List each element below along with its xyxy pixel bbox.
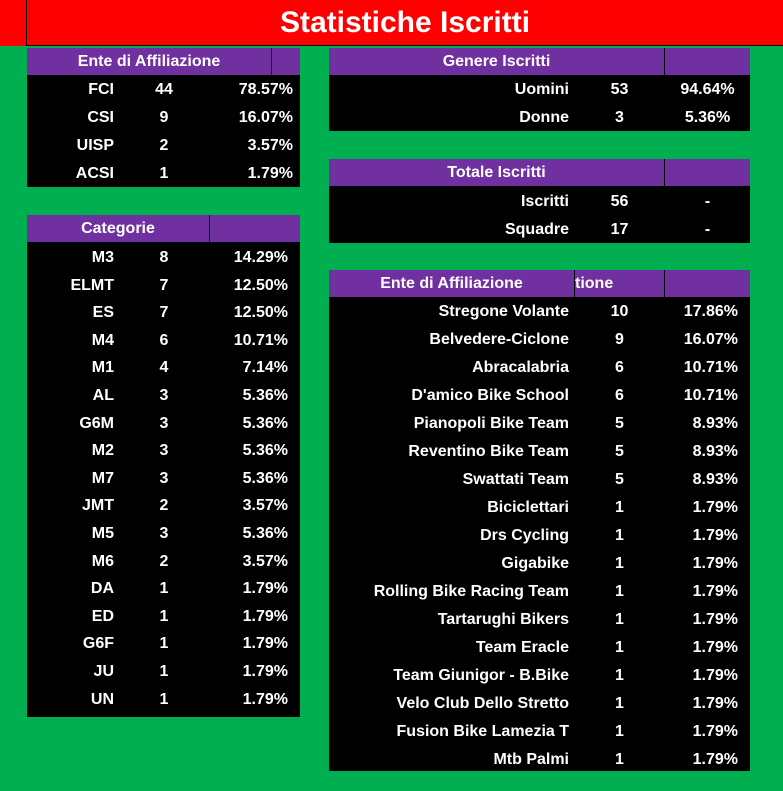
categorie-pct-cell: 10.71% <box>233 331 288 349</box>
genere-header-label: Genere Iscritti <box>329 48 665 75</box>
totale-header <box>329 159 750 186</box>
genere-pct-cell: 94.64% <box>680 81 735 98</box>
squadre-row <box>329 409 750 437</box>
ente-row <box>27 131 300 159</box>
categorie-pct-cell: 1.79% <box>242 607 288 625</box>
squadre-pct-cell: 8.93% <box>692 471 738 488</box>
squadre-row <box>329 577 750 605</box>
squadre-count-cell: 10 <box>610 303 629 320</box>
categorie-count-cell: 3 <box>159 525 169 542</box>
genere-pct-cell: 5.36% <box>684 109 731 126</box>
categorie-row <box>27 685 300 713</box>
squadre-pct-cell: 1.79% <box>692 611 738 628</box>
squadre-row <box>329 493 750 521</box>
categorie-row <box>27 436 300 464</box>
squadre-pct-cell: 1.79% <box>692 751 738 768</box>
categorie-count-cell: 1 <box>159 663 169 680</box>
categorie-label-cell: G6M <box>79 414 114 432</box>
squadre-row <box>329 297 750 325</box>
squadre-label-cell: Abracalabria <box>472 359 569 376</box>
categorie-label-cell: ES <box>92 304 114 322</box>
categorie-count-cell: 2 <box>159 497 169 515</box>
squadre-count-cell: 9 <box>615 331 624 348</box>
categorie-label-cell: M2 <box>91 442 114 460</box>
squadre-label-cell: Mtb Palmi <box>493 751 569 768</box>
squadre-pct-cell: 1.79% <box>692 583 738 600</box>
totale-pct-cell: - <box>704 193 711 210</box>
ente-row <box>27 75 300 103</box>
categorie-row <box>27 491 300 519</box>
squadre-row <box>329 745 750 773</box>
categorie-pct-cell: 5.36% <box>242 414 288 432</box>
totale-count-cell: 56 <box>610 193 629 210</box>
squadre-row <box>329 633 750 661</box>
ente-pct-cell: 1.79% <box>247 165 293 182</box>
squadre-pct-cell: 10.71% <box>683 359 738 376</box>
squadre-row <box>329 465 750 493</box>
squadre-count-cell: 5 <box>615 443 624 460</box>
squadre-count-cell: 5 <box>615 471 624 488</box>
categorie-label-cell: M5 <box>91 525 114 542</box>
categorie-pct-cell: 5.36% <box>242 387 288 404</box>
categorie-label-cell: JU <box>93 663 114 680</box>
squadre-label-cell: Team Giunigor - B.Bike <box>393 667 569 684</box>
squadre-count-cell: 1 <box>615 723 624 740</box>
categorie-count-cell: 2 <box>159 552 169 570</box>
categorie-row <box>27 547 300 575</box>
ente-label-cell: ACSI <box>75 165 114 182</box>
squadre-row <box>329 325 750 353</box>
categorie-count-cell: 4 <box>159 359 169 377</box>
categorie-row <box>27 326 300 354</box>
categorie-count-cell: 3 <box>159 442 169 460</box>
categorie-pct-cell: 12.50% <box>233 304 288 322</box>
squadre-pct-cell: 1.79% <box>692 639 738 656</box>
categorie-label-cell: JMT <box>82 497 114 515</box>
categorie-count-cell: 6 <box>159 331 169 349</box>
squadre-row <box>329 717 750 745</box>
categorie-count-cell: 1 <box>159 690 169 708</box>
categorie-row <box>27 519 300 547</box>
squadre-label-cell: Belvedere-Ciclone <box>429 331 569 348</box>
squadre-label-cell: Team Eracle <box>475 639 569 656</box>
ente-count-cell: 1 <box>159 165 169 182</box>
squadre-row <box>329 549 750 577</box>
categorie-label-cell: G6F <box>82 635 114 653</box>
categorie-header-label: Categorie <box>27 215 210 242</box>
squadre-header-overflow: tione <box>574 270 665 297</box>
categorie-label-cell: UN <box>90 690 114 708</box>
categorie-row <box>27 602 300 630</box>
squadre-row <box>329 437 750 465</box>
categorie-label-cell: ED <box>91 607 114 625</box>
categorie-row <box>27 464 300 492</box>
totale-count-cell: 17 <box>610 221 629 238</box>
genere-count-cell: 53 <box>610 81 629 98</box>
squadre-pct-cell: 1.79% <box>692 499 738 516</box>
categorie-count-cell: 1 <box>159 635 169 653</box>
categorie-pct-cell: 1.79% <box>242 663 288 680</box>
categorie-label-cell: M7 <box>91 469 114 487</box>
totale-row <box>329 187 750 215</box>
categorie-count-cell: 3 <box>159 414 169 432</box>
totale-row <box>329 215 750 243</box>
squadre-count-cell: 1 <box>615 527 624 544</box>
squadre-label-cell: Velo Club Dello Stretto <box>396 695 569 712</box>
categorie-row <box>27 409 300 437</box>
categorie-pct-cell: 5.36% <box>242 525 288 542</box>
squadre-pct-cell: 1.79% <box>692 555 738 572</box>
squadre-count-cell: 1 <box>615 499 624 516</box>
categorie-count-cell: 3 <box>159 469 169 487</box>
categorie-pct-cell: 1.79% <box>242 635 288 653</box>
squadre-count-cell: 1 <box>615 555 624 572</box>
genere-table <box>329 48 750 131</box>
categorie-label-cell: M6 <box>91 552 114 570</box>
categorie-pct-cell: 5.36% <box>242 469 288 487</box>
squadre-label-cell: D'amico Bike School <box>411 387 569 404</box>
squadre-pct-cell: 16.07% <box>683 331 738 348</box>
categorie-label-cell: M1 <box>91 359 114 377</box>
categorie-table <box>27 215 300 717</box>
categorie-count-cell: 8 <box>159 249 169 266</box>
categorie-pct-cell: 12.50% <box>233 276 288 294</box>
totale-header-label: Totale Iscritti <box>329 159 665 186</box>
categorie-count-cell: 7 <box>159 304 169 322</box>
genere-row <box>329 75 750 103</box>
ente-header-label: Ente di Affiliazione <box>27 48 272 75</box>
squadre-pct-cell: 8.93% <box>692 443 738 460</box>
genere-label-cell: Donne <box>519 109 569 126</box>
genere-count-cell: 3 <box>615 109 624 126</box>
categorie-label-cell: M3 <box>91 249 114 266</box>
squadre-row <box>329 661 750 689</box>
squadre-count-cell: 1 <box>615 583 624 600</box>
categorie-label-cell: AL <box>92 387 114 404</box>
squadre-label-cell: Tartarughi Bikers <box>437 611 569 628</box>
categorie-row <box>27 353 300 381</box>
categorie-pct-cell: 5.36% <box>242 442 288 460</box>
totale-pct-cell: - <box>704 221 711 238</box>
totale-label-cell: Iscritti <box>520 193 569 210</box>
squadre-header-label: Ente di Affiliazione <box>380 275 523 292</box>
ente-count-cell: 2 <box>159 137 169 154</box>
squadre-label-cell: Biciclettari <box>487 499 569 516</box>
totale-label-cell: Squadre <box>504 221 569 238</box>
squadre-count-cell: 5 <box>615 415 624 432</box>
ente-label-cell: UISP <box>76 137 114 154</box>
ente-pct-cell: 78.57% <box>238 81 293 98</box>
page-title: Statistiche Iscritti <box>26 0 783 46</box>
categorie-row <box>27 629 300 657</box>
ente-label-cell: CSI <box>87 109 114 126</box>
squadre-table <box>329 270 750 771</box>
squadre-pct-cell: 1.79% <box>692 527 738 544</box>
squadre-label-cell: Rolling Bike Racing Team <box>373 583 569 600</box>
categorie-row <box>27 657 300 685</box>
squadre-count-cell: 6 <box>615 359 624 376</box>
ente-label-cell: FCI <box>88 81 114 98</box>
squadre-count-cell: 6 <box>615 387 624 404</box>
squadre-label-cell: Swattati Team <box>462 471 569 488</box>
squadre-pct-cell: 10.71% <box>683 387 738 404</box>
squadre-label-cell: Gigabike <box>501 555 569 572</box>
squadre-row <box>329 381 750 409</box>
squadre-count-cell: 1 <box>615 639 624 656</box>
squadre-count-cell: 1 <box>615 751 624 768</box>
categorie-pct-cell: 1.79% <box>242 580 288 598</box>
squadre-pct-cell: 17.86% <box>683 303 738 320</box>
squadre-count-cell: 1 <box>615 695 624 712</box>
categorie-label-cell: DA <box>90 580 114 598</box>
squadre-label-cell: Reventino Bike Team <box>408 443 569 460</box>
categorie-row <box>27 243 300 271</box>
squadre-count-cell: 1 <box>615 611 624 628</box>
squadre-label-cell: Drs Cycling <box>480 527 569 544</box>
squadre-row <box>329 689 750 717</box>
genere-label-cell: Uomini <box>514 81 569 98</box>
genere-header <box>329 48 750 75</box>
squadre-pct-cell: 1.79% <box>692 667 738 684</box>
totale-table <box>329 159 750 243</box>
categorie-count-cell: 1 <box>159 607 169 625</box>
squadre-row <box>329 605 750 633</box>
genere-row <box>329 103 750 131</box>
squadre-row <box>329 521 750 549</box>
categorie-count-cell: 7 <box>159 276 169 294</box>
squadre-pct-cell: 8.93% <box>692 415 738 432</box>
ente-pct-cell: 3.57% <box>247 137 293 154</box>
categorie-pct-cell: 3.57% <box>242 497 288 515</box>
categorie-pct-cell: 1.79% <box>242 690 288 708</box>
categorie-header <box>27 215 300 242</box>
squadre-header <box>329 270 750 297</box>
categorie-pct-cell: 3.57% <box>242 552 288 570</box>
squadre-label-cell: Stregone Volante <box>438 303 569 320</box>
categorie-row <box>27 271 300 299</box>
ente-row <box>27 159 300 187</box>
ente-pct-cell: 16.07% <box>238 109 293 126</box>
categorie-pct-cell: 14.29% <box>233 249 288 266</box>
categorie-count-cell: 3 <box>159 387 169 404</box>
squadre-pct-cell: 1.79% <box>692 723 738 740</box>
categorie-pct-cell: 7.14% <box>242 359 288 377</box>
ente-row <box>27 103 300 131</box>
categorie-row <box>27 298 300 326</box>
categorie-row <box>27 381 300 409</box>
categorie-label-cell: M4 <box>91 331 114 349</box>
categorie-label-cell: ELMT <box>70 276 114 294</box>
categorie-count-cell: 1 <box>159 580 169 598</box>
squadre-row <box>329 353 750 381</box>
squadre-label-cell: Fusion Bike Lamezia T <box>396 723 569 740</box>
ente-count-cell: 44 <box>155 81 173 98</box>
ente-table <box>27 48 300 187</box>
ente-count-cell: 9 <box>159 109 169 126</box>
squadre-pct-cell: 1.79% <box>692 695 738 712</box>
ente-header <box>27 48 300 75</box>
categorie-row <box>27 574 300 602</box>
squadre-count-cell: 1 <box>615 667 624 684</box>
squadre-label-cell: Pianopoli Bike Team <box>413 415 569 432</box>
